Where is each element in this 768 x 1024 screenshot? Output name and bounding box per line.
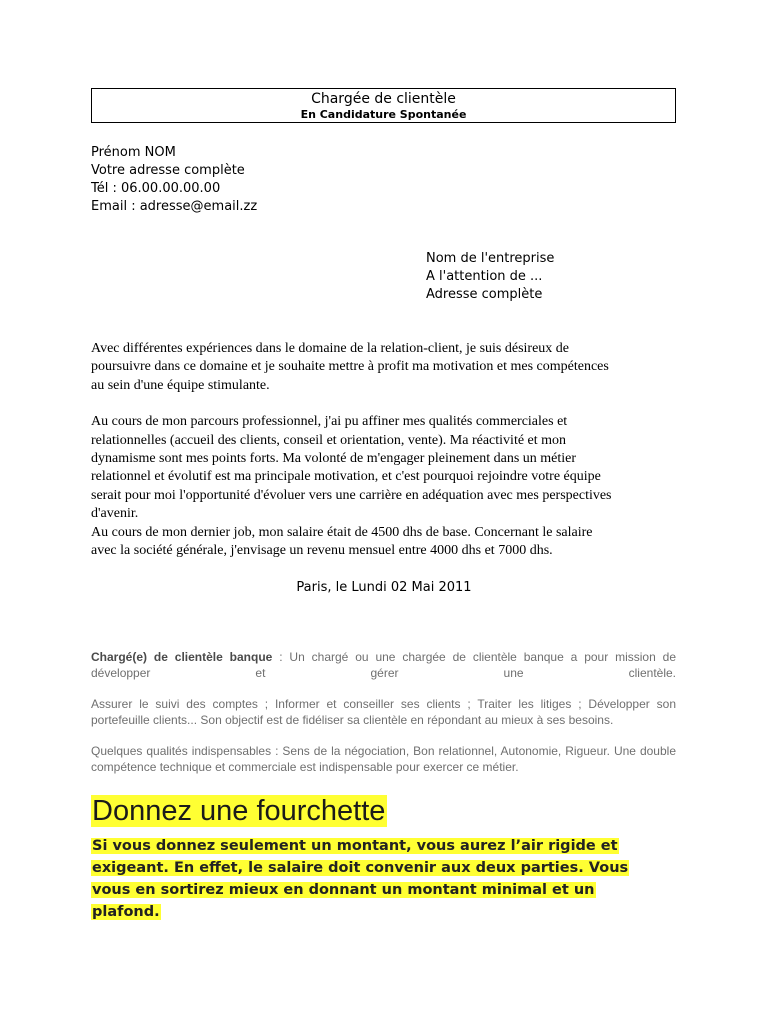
letter-paragraph-1 [91,340,681,395]
letter-line: au sein d'une équipe stimulante. [91,377,270,393]
sender-name: Prénom NOM [91,145,176,160]
page-title: Chargée de clientèle [311,91,456,107]
highlight-line-text: plafond. [92,904,160,920]
letter-line: serait pour moi l'opportunité d'évoluer vers une carrière en adéquation avec mes perspectives [91,487,612,503]
recipient-company: Nom de l'entreprise [426,251,555,266]
letter-line: Au cours de mon parcours professionnel, j'ai pu affiner mes qualités commerciales et [91,414,568,430]
definition-text: : Un chargé ou une chargée de clientèle banque a pour mission de développer et gérer une clientèle. [91,650,676,680]
highlight-line-text: exigeant. En effet, le salaire doit convenir aux deux parties. Vous [92,860,629,876]
highlight-line [91,835,691,857]
job-info-section [91,650,676,791]
letter-line: Avec différentes expériences dans le domaine de la relation-client, je suis désireux de [91,341,570,356]
paragraph-gap [91,395,681,413]
letter-body [91,340,681,560]
highlight-heading [91,793,387,829]
highlight-heading-text: Donnez une fourchette [92,795,386,827]
highlight-line [91,857,691,879]
letter-line: avec la société générale, j'envisage un revenu mensuel entre 4000 dhs et 7000 dhs. [91,543,553,559]
job-tasks: Assurer le suivi des comptes ; Informer et conseiller ses clients ; Traiter les litiges ; Développer son portefeuille clients... Son objectif est de fidéliser sa clientèle en répondant au mieux à ses besoins. [91,697,676,727]
sender-address: Votre adresse complète [91,163,245,178]
highlight-line [91,901,691,923]
letter-line: relationnel et évolutif est ma principale motivation, et c'est pourquoi rejoindre votre équipe [91,469,601,485]
recipient-attention: A l'attention de ... [426,269,543,284]
highlight-line-text: Si vous donnez seulement un montant, vous aurez l’air rigide et [92,838,618,854]
recipient-block [426,250,554,304]
job-definition [91,650,676,681]
letter-line: relationnelles (accueil des clients, conseil et orientation, vente). Ma réactivité et mon [91,432,567,448]
highlight-line [91,879,691,901]
letter-date: Paris, le Lundi 02 Mai 2011 [296,580,472,595]
highlight-paragraph [91,835,691,923]
title-box [91,88,676,123]
letter-line: dynamisme sont mes points forts. Ma volonté de m'engager pleinement dans un métier [91,451,577,467]
recipient-address: Adresse complète [426,287,543,302]
letter-line: Au cours de mon dernier job, mon salaire était de 4500 dhs de base. Concernant le salaire [91,524,593,540]
job-qualities: Quelques qualités indispensables : Sens de la négociation, Bon relationnel, Autonomie, Rigueur. Une double compétence technique et commerciale est indispensable pour exercer ce métier. [91,744,676,774]
page-subtitle: En Candidature Spontanée [300,108,467,121]
highlight-line-text: vous en sortirez mieux en donnant un montant minimal et un [92,882,595,898]
letter-line: d'avenir. [91,506,139,522]
letter-line: poursuivre dans ce domaine et je souhaite mettre à profit ma motivation et mes compétences [91,359,609,375]
definition-term: Chargé(e) de clientèle banque [91,650,273,664]
sender-phone: Tél : 06.00.00.00.00 [91,181,221,196]
letter-paragraph-2 [91,413,681,560]
sender-email: Email : adresse@email.zz [91,199,258,214]
sender-block [91,144,257,216]
